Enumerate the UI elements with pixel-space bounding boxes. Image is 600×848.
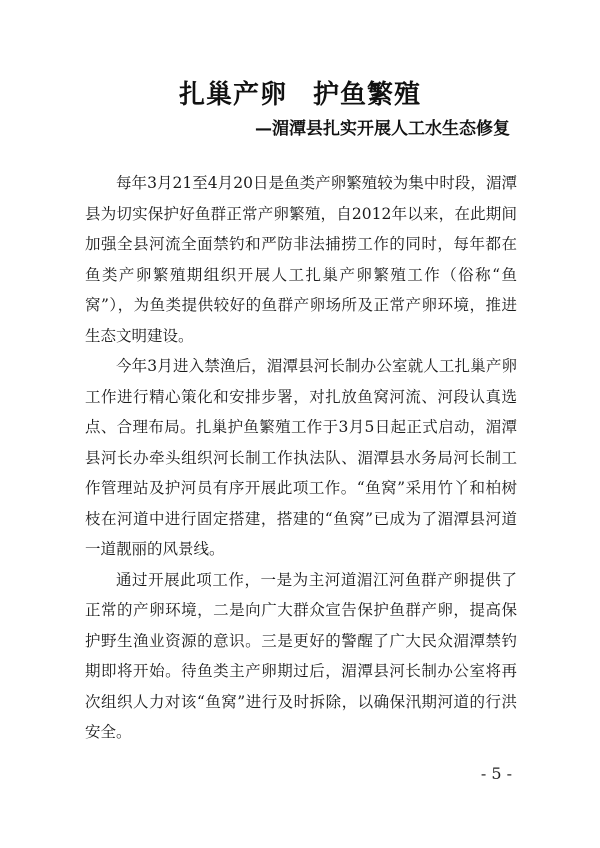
paragraph-1: 每年3月21至4月20日是鱼类产卵繁殖较为集中时段，湄潭县为切实保护好鱼群正常产卵繁殖，自2012年以来，在此期间加强全县河流全面禁钓和严防非法捕捞工作的同时，每年都在鱼类产卵繁殖期组织开展人工扎巢产卵繁殖工作（俗称“鱼窝”），为鱼类提供较好的鱼群产卵场所及正常产卵环境，推进生态文明建设。 (85, 174, 517, 345)
paragraph-2: 今年3月进入禁渔后，湄潭县河长制办公室就人工扎巢产卵工作进行精心策化和安排步署，对扎放鱼窝河流、河段认真选点、合理布局。扎巢护鱼繁殖工作于3月5日起正式启动，湄潭县河长办牵头组织河长制工作执法队、湄潭县水务局河长制工作管理站及护河员有序开展此项工作。“鱼窝”采用竹丫和柏树枝在河道中进行固定搭建，搭建的“鱼窝”已成为了湄潭县河道一道靓丽的风景线。 (85, 357, 517, 558)
paragraph-3: 通过开展此项工作，一是为主河道湄江河鱼群产卵提供了正常的产卵环境，二是向广大群众宣告保护鱼群产卵，提高保护野生渔业资源的意识。三是更好的警醒了广大民众湄潭禁钓期即将开始。待鱼类主产卵期过后，湄潭县河长制办公室将再次组织人力对该“鱼窝”进行及时拆除，以确保汛期河道的行洪安全。 (85, 570, 517, 741)
document-title (0, 74, 600, 111)
document-body (85, 168, 517, 748)
title-part-1: 扎巢产卵 (178, 80, 287, 110)
document-subtitle: —湄潭县扎实开展人工水生态修复 (255, 119, 510, 139)
page-number: - 5 - (480, 764, 512, 783)
title-part-2: 护鱼繁殖 (313, 80, 422, 110)
